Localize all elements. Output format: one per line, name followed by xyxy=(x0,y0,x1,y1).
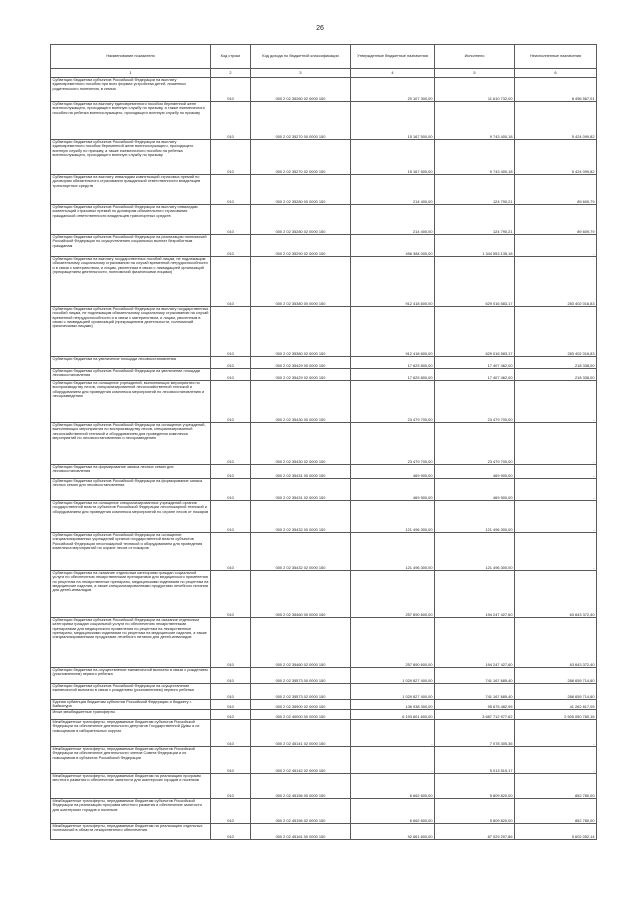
header-approved: Утвержденные бюджетные назначения xyxy=(351,45,435,69)
row-remaining-amount: 218 338,00 xyxy=(515,369,597,381)
row-budget-class-code: 000 2 02 35270 02 0000 150 xyxy=(251,140,351,175)
row-budget-class-code: 000 2 02 35460 00 0000 150 xyxy=(251,571,351,618)
row-line-code: 010 xyxy=(211,465,251,479)
row-budget-class-code: 000 2 02 35380 02 0000 150 xyxy=(251,307,351,357)
row-indicator-name: Единая субвенция бюджетам субъектов Российской Федерации и бюджету г. Байконура xyxy=(51,700,211,710)
row-executed-amount: 194 247 427,60 xyxy=(435,571,515,618)
column-index: 4 xyxy=(351,69,435,78)
row-line-code: 010 xyxy=(211,668,251,684)
row-indicator-name: Субвенции бюджетам субъектов Российской Федерации на выплату единовременного пособия при всех формах устройства детей, лишенных родительского попечения, в семью xyxy=(51,78,211,102)
row-indicator-name: Межбюджетные трансферты, передаваемые бюджетам на реализацию программ местного развития и обеспечение занятости для шахтерских городов и поселков xyxy=(51,774,211,799)
row-executed-amount: 741 167 685,40 xyxy=(435,668,515,684)
row-indicator-name: Субвенции бюджетам субъектов Российской Федерации на реализацию полномочий Российской Федерации по осуществлению социальных выплат безработным гражданам xyxy=(51,235,211,257)
row-approved-amount: 20 107 300,00 xyxy=(351,78,435,102)
row-approved-amount: 6 662 600,00 xyxy=(351,799,435,824)
row-approved-amount: 15 167 500,00 xyxy=(351,102,435,140)
row-remaining-amount: 89 609,79 xyxy=(515,175,597,205)
row-remaining-amount: - xyxy=(515,381,597,423)
row-indicator-name: Субвенции бюджетам на выплату единовременного пособия беременной жене военнослужащего, проходящего военную службу по призыву, а также ежемесячного пособия на ребенка военнослужащего, проходящего военную службу по призыву xyxy=(51,102,211,140)
row-approved-amount: 214 400,00 xyxy=(351,175,435,205)
row-remaining-amount: 288 659 714,60 xyxy=(515,668,597,684)
row-budget-class-code: 000 2 02 35431 02 0000 150 xyxy=(251,479,351,501)
column-index: 3 xyxy=(251,69,351,78)
row-approved-amount: 6 193 601 600,00 xyxy=(351,710,435,720)
row-remaining-amount: - xyxy=(515,720,597,747)
row-budget-class-code: 000 2 02 35260 02 0000 150 xyxy=(251,78,351,102)
column-index-row xyxy=(51,69,597,78)
row-approved-amount: 121 496 300,00 xyxy=(351,501,435,533)
row-budget-class-code: 000 2 02 40000 00 0000 150 xyxy=(251,710,351,720)
row-remaining-amount: 283 402 016,83 xyxy=(515,307,597,357)
row-budget-class-code: 000 2 02 45141 02 0000 150 xyxy=(251,720,351,747)
row-executed-amount: 17 407 462,00 xyxy=(435,369,515,381)
row-executed-amount: 11 610 732,00 xyxy=(435,78,515,102)
row-line-code: 010 xyxy=(211,140,251,175)
table-row xyxy=(51,747,597,774)
header-indicator-name: Наименование показателя xyxy=(51,45,211,69)
row-approved-amount: 17 625 800,00 xyxy=(351,357,435,369)
row-approved-amount: 257 890 600,00 xyxy=(351,618,435,668)
row-indicator-name: Субвенции бюджетам на выплату государственных пособий лицам, не подлежащим обязательному социальному страхованию на случай временной нетрудоспособности и в связи с материнством, и лицам, уволенным в связи с ликвидацией организаций (прекращением деятельности, полномочий физическими лицами) xyxy=(51,257,211,307)
row-remaining-amount: 5 602 052,14 xyxy=(515,824,597,840)
row-executed-amount: 5 809 820,00 xyxy=(435,774,515,799)
row-approved-amount: 469 900,00 xyxy=(351,479,435,501)
row-remaining-amount: - xyxy=(515,465,597,479)
table-row xyxy=(51,774,597,799)
table-row xyxy=(51,533,597,571)
table-row xyxy=(51,824,597,840)
row-executed-amount: 17 407 462,00 xyxy=(435,357,515,369)
row-remaining-amount: - xyxy=(515,479,597,501)
row-approved-amount: 257 890 600,00 xyxy=(351,571,435,618)
row-line-code: 010 xyxy=(211,78,251,102)
row-line-code: 010 xyxy=(211,684,251,700)
row-budget-class-code: 000 2 02 35900 02 0000 150 xyxy=(251,700,351,710)
header-budget-class-code: Код дохода по бюджетной классификации xyxy=(251,45,351,69)
row-line-code: 010 xyxy=(211,423,251,465)
row-executed-amount: 121 496 300,00 xyxy=(435,501,515,533)
row-indicator-name: Межбюджетные трансферты, передаваемые бюджетам субъектов Российской Федерации на обеспечение деятельности членов Совета Федерации и их помощников в субъектах Российской Федерации xyxy=(51,747,211,774)
row-indicator-name: Субвенции бюджетам на оснащение специализированных учреждений органов государственной власти субъектов Российской Федерации лесопожарной техникой и оборудованием для проведения комплекса мероприятий по охране лесов от пожаров xyxy=(51,501,211,533)
row-line-code: 010 xyxy=(211,205,251,235)
row-line-code: 010 xyxy=(211,307,251,357)
table-row xyxy=(51,571,597,618)
row-indicator-name: Субвенции бюджетам на формирование запаса лесных семян для лесовосстановления xyxy=(51,465,211,479)
row-executed-amount: 194 247 427,60 xyxy=(435,618,515,668)
row-budget-class-code: 000 2 02 35573 02 0000 150 xyxy=(251,684,351,700)
row-indicator-name: Субвенции бюджетам на оснащение учреждений, выполняющих мероприятия по воспроизводству лесов, специализированной лесохозяйственной техникой и оборудованием для проведения комплекса мероприятий по лесовосстановлению и лесоразведению xyxy=(51,381,211,423)
row-approved-amount: 456 384 000,00 xyxy=(351,235,435,257)
row-line-code: 010 xyxy=(211,799,251,824)
row-approved-amount: 1 029 827 400,00 xyxy=(351,668,435,684)
row-remaining-amount: 5 424 099,82 xyxy=(515,102,597,140)
row-indicator-name: Субвенции бюджетам субъектов Российской Федерации на выплату государственных пособий лицам, не подлежащим обязательному социальному страхованию на случай временной нетрудоспособности и в связи с материнством, и лицам, уволенным в связи с ликвидацией организаций (прекращением деятельности, полномочий физическими лицами) xyxy=(51,307,211,357)
row-indicator-name: Субвенции бюджетам субъектов Российской Федерации на формирование запаса лесных семян для лесовосстановления xyxy=(51,479,211,501)
row-budget-class-code: 000 2 02 35280 00 0000 150 xyxy=(251,175,351,205)
row-line-code: 010 xyxy=(211,369,251,381)
row-budget-class-code: 000 2 02 45161 00 0000 150 xyxy=(251,824,351,840)
row-indicator-name: Иные межбюджетные трансферты xyxy=(51,710,211,720)
table-row xyxy=(51,78,597,102)
row-executed-amount: 469 900,00 xyxy=(435,465,515,479)
table-row xyxy=(51,501,597,533)
row-line-code: 010 xyxy=(211,720,251,747)
table-row xyxy=(51,465,597,479)
table-row xyxy=(51,307,597,357)
row-indicator-name: Межбюджетные трансферты, передаваемые бюджетам на реализацию отдельных полномочий в области лекарственного обеспечения xyxy=(51,824,211,840)
row-remaining-amount: 63 643 372,40 xyxy=(515,571,597,618)
row-approved-amount: 17 625 800,00 xyxy=(351,369,435,381)
row-budget-class-code: 000 2 02 35380 00 0000 150 xyxy=(251,257,351,307)
row-executed-amount: 9 743 400,18 xyxy=(435,102,515,140)
column-index: 6 xyxy=(515,69,597,78)
page-number: 26 xyxy=(316,25,324,32)
row-remaining-amount: 2 505 050 780,16 xyxy=(515,710,597,720)
row-approved-amount: 912 418 600,00 xyxy=(351,257,435,307)
row-approved-amount: 6 662 600,00 xyxy=(351,774,435,799)
table-row xyxy=(51,381,597,423)
row-line-code: 010 xyxy=(211,175,251,205)
table-row xyxy=(51,668,597,684)
row-indicator-name: Субвенции бюджетам субъектов Российской Федерации на осуществление ежемесячной выплаты в связи с рождением (усыновлением) первого ребенка xyxy=(51,684,211,700)
table-row xyxy=(51,684,597,700)
table-row xyxy=(51,357,597,369)
row-line-code: 010 xyxy=(211,618,251,668)
row-remaining-amount: 89 609,79 xyxy=(515,205,597,235)
budget-execution-table xyxy=(50,44,597,840)
row-line-code: 010 xyxy=(211,533,251,571)
row-approved-amount: 23 479 700,00 xyxy=(351,381,435,423)
row-indicator-name: Субвенции бюджетам на выплату инвалидам компенсаций страховых премий по договорам обязательного страхования гражданской ответственности владельцев транспортных средств xyxy=(51,175,211,205)
row-executed-amount: 741 167 685,40 xyxy=(435,684,515,700)
row-executed-amount: 629 016 583,17 xyxy=(435,307,515,357)
row-remaining-amount: - xyxy=(515,235,597,257)
row-executed-amount: 95 675 482,95 xyxy=(435,700,515,710)
row-executed-amount: 629 016 583,17 xyxy=(435,257,515,307)
row-remaining-amount: - xyxy=(515,747,597,774)
table-row xyxy=(51,423,597,465)
row-remaining-amount: 288 659 714,60 xyxy=(515,684,597,700)
row-executed-amount: 23 479 700,00 xyxy=(435,381,515,423)
header-remaining: Неисполненные назначения xyxy=(515,45,597,69)
row-line-code: 010 xyxy=(211,710,251,720)
row-line-code: 010 xyxy=(211,747,251,774)
row-approved-amount: - xyxy=(351,720,435,747)
table-row xyxy=(51,700,597,710)
row-budget-class-code: 000 2 02 35460 02 0000 150 xyxy=(251,618,351,668)
row-executed-amount: 124 790,21 xyxy=(435,205,515,235)
table-row xyxy=(51,720,597,747)
row-budget-class-code: 000 2 02 35430 02 0000 150 xyxy=(251,423,351,465)
table-row xyxy=(51,799,597,824)
table-row xyxy=(51,257,597,307)
column-index: 1 xyxy=(51,69,211,78)
table-row xyxy=(51,235,597,257)
row-line-code: 010 xyxy=(211,357,251,369)
row-line-code: 010 xyxy=(211,774,251,799)
row-budget-class-code: 000 2 02 35270 00 0000 150 xyxy=(251,102,351,140)
row-indicator-name: Субвенции бюджетам на осуществление ежемесячной выплаты в связи с рождением (усыновлением) первого ребенка xyxy=(51,668,211,684)
row-indicator-name: Субвенции бюджетам на увеличение площади лесовосстановления xyxy=(51,357,211,369)
row-budget-class-code: 000 2 02 45156 00 0000 150 xyxy=(251,774,351,799)
row-line-code: 010 xyxy=(211,235,251,257)
row-remaining-amount: - xyxy=(515,533,597,571)
row-budget-class-code: 000 2 02 35429 00 0000 150 xyxy=(251,357,351,369)
row-remaining-amount: 218 338,00 xyxy=(515,357,597,369)
row-budget-class-code: 000 2 02 45156 02 0000 150 xyxy=(251,799,351,824)
row-executed-amount: 87 029 207,86 xyxy=(435,824,515,840)
row-indicator-name: Субвенции бюджетам субъектов Российской Федерации на оснащение специализированных учреждений органов государственной власти субъектов Российской Федерации лесопожарной техникой и оборудованием для проведения комплекса мероприятий по охране лесов от пожаров xyxy=(51,533,211,571)
row-indicator-name: Субвенции бюджетам субъектов Российской Федерации на оснащение учреждений, выполняющих мероприятия по воспроизводству лесов, специализированной лесохозяйственной техникой и оборудованием для проведения комплекса мероприятий по лесовосстановлению и лесоразведению xyxy=(51,423,211,465)
column-index: 2 xyxy=(211,69,251,78)
row-executed-amount: 124 790,21 xyxy=(435,175,515,205)
row-line-code: 010 xyxy=(211,257,251,307)
row-approved-amount: 469 900,00 xyxy=(351,465,435,479)
table-row xyxy=(51,369,597,381)
row-line-code: 010 xyxy=(211,571,251,618)
row-indicator-name: Субвенции бюджетам субъектов Российской Федерации на выплату инвалидам компенсаций страховых премий по договорам обязательного страхования гражданской ответственности владельцев транспортных средств xyxy=(51,205,211,235)
row-executed-amount: 9 743 400,18 xyxy=(435,140,515,175)
row-approved-amount: 214 400,00 xyxy=(351,205,435,235)
row-line-code: 010 xyxy=(211,479,251,501)
row-approved-amount: 121 496 300,00 xyxy=(351,533,435,571)
row-indicator-name: Субвенции бюджетам субъектов Российской Федерации на увеличение площади лесовосстановления xyxy=(51,369,211,381)
row-budget-class-code: 000 2 02 35280 02 0000 150 xyxy=(251,205,351,235)
row-indicator-name: Межбюджетные трансферты, передаваемые бюджетам субъектов Российской Федерации на реализацию программ местного развития и обеспечение занятости для шахтерских городов и поселков xyxy=(51,799,211,824)
row-executed-amount: 5 809 820,00 xyxy=(435,799,515,824)
table-row xyxy=(51,710,597,720)
row-executed-amount: 7 078 305,36 xyxy=(435,720,515,747)
row-remaining-amount: 283 402 016,83 xyxy=(515,257,597,307)
row-executed-amount: 5 013 519,17 xyxy=(435,747,515,774)
row-executed-amount: 121 496 300,00 xyxy=(435,533,515,571)
table-row xyxy=(51,618,597,668)
row-remaining-amount: 852 780,00 xyxy=(515,774,597,799)
row-approved-amount: 15 167 500,00 xyxy=(351,140,435,175)
header-executed: Исполнено xyxy=(435,45,515,69)
table-body xyxy=(51,78,597,840)
row-executed-amount: 23 479 700,00 xyxy=(435,423,515,465)
table-header-row xyxy=(51,45,597,69)
row-remaining-amount: 8 496 567,01 xyxy=(515,78,597,102)
column-index: 5 xyxy=(435,69,515,78)
row-budget-class-code: 000 2 02 35429 02 0000 150 xyxy=(251,369,351,381)
row-line-code: 010 xyxy=(211,501,251,533)
row-approved-amount: 23 479 700,00 xyxy=(351,423,435,465)
row-budget-class-code: 000 2 02 35432 02 0000 150 xyxy=(251,533,351,571)
row-indicator-name: Межбюджетные трансферты, передаваемые бюджетам субъектов Российской Федерации на обеспечение деятельности депутатов Государственной Думы и их помощников в избирательных округах xyxy=(51,720,211,747)
row-executed-amount: 3 687 712 977,62 xyxy=(435,710,515,720)
row-approved-amount: 92 661 600,00 xyxy=(351,824,435,840)
row-remaining-amount: 41 262 817,05 xyxy=(515,700,597,710)
row-line-code: 010 xyxy=(211,102,251,140)
row-approved-amount: 136 938 300,00 xyxy=(351,700,435,710)
table-row xyxy=(51,140,597,175)
table-row xyxy=(51,102,597,140)
row-executed-amount: 1 344 553 135,18 xyxy=(435,235,515,257)
row-indicator-name: Субвенции бюджетам на оказание отдельным категориям граждан социальной услуги по обеспечению лекарственными препаратами для медицинского применения по рецептам на лекарственные препараты, медицинскими изделиями по рецептам на медицинские изделия, а также специализированными продуктами лечебного питания для детей-инвалидов xyxy=(51,571,211,618)
row-budget-class-code: 000 2 02 35573 00 0000 150 xyxy=(251,668,351,684)
row-remaining-amount: - xyxy=(515,423,597,465)
row-line-code: 010 xyxy=(211,381,251,423)
row-budget-class-code: 000 2 02 35430 00 0000 150 xyxy=(251,381,351,423)
table-row xyxy=(51,205,597,235)
row-indicator-name: Субвенции бюджетам субъектов Российской Федерации на выплату единовременного пособия беременной жене военнослужащего, проходящего военную службу по призыву, а также ежемесячного пособия на ребенка военнослужащего, проходящего военную службу по призыву xyxy=(51,140,211,175)
header-line-code: Код строки xyxy=(211,45,251,69)
row-budget-class-code: 000 2 02 35432 00 0000 150 xyxy=(251,501,351,533)
row-budget-class-code: 000 2 02 45142 02 0000 150 xyxy=(251,747,351,774)
row-remaining-amount: 5 424 099,82 xyxy=(515,140,597,175)
row-remaining-amount: 63 643 372,40 xyxy=(515,618,597,668)
table-row xyxy=(51,175,597,205)
row-remaining-amount: 852 780,00 xyxy=(515,799,597,824)
row-indicator-name: Субвенции бюджетам субъектов Российской Федерации на оказание отдельным категориям граждан социальной услуги по обеспечению лекарственными препаратами для медицинского применения по рецептам на лекарственные препараты, медицинскими изделиями по рецептам на медицинские изделия, а также специализированными продуктами лечебного питания для детей-инвалидов xyxy=(51,618,211,668)
table-row xyxy=(51,479,597,501)
row-line-code: 010 xyxy=(211,700,251,710)
row-line-code: 010 xyxy=(211,824,251,840)
row-approved-amount: - xyxy=(351,747,435,774)
row-budget-class-code: 000 2 02 35290 02 0000 150 xyxy=(251,235,351,257)
row-executed-amount: 469 900,00 xyxy=(435,479,515,501)
row-approved-amount: 912 418 600,00 xyxy=(351,307,435,357)
row-budget-class-code: 000 2 02 35431 00 0000 150 xyxy=(251,465,351,479)
row-approved-amount: 1 029 827 400,00 xyxy=(351,684,435,700)
row-remaining-amount: - xyxy=(515,501,597,533)
